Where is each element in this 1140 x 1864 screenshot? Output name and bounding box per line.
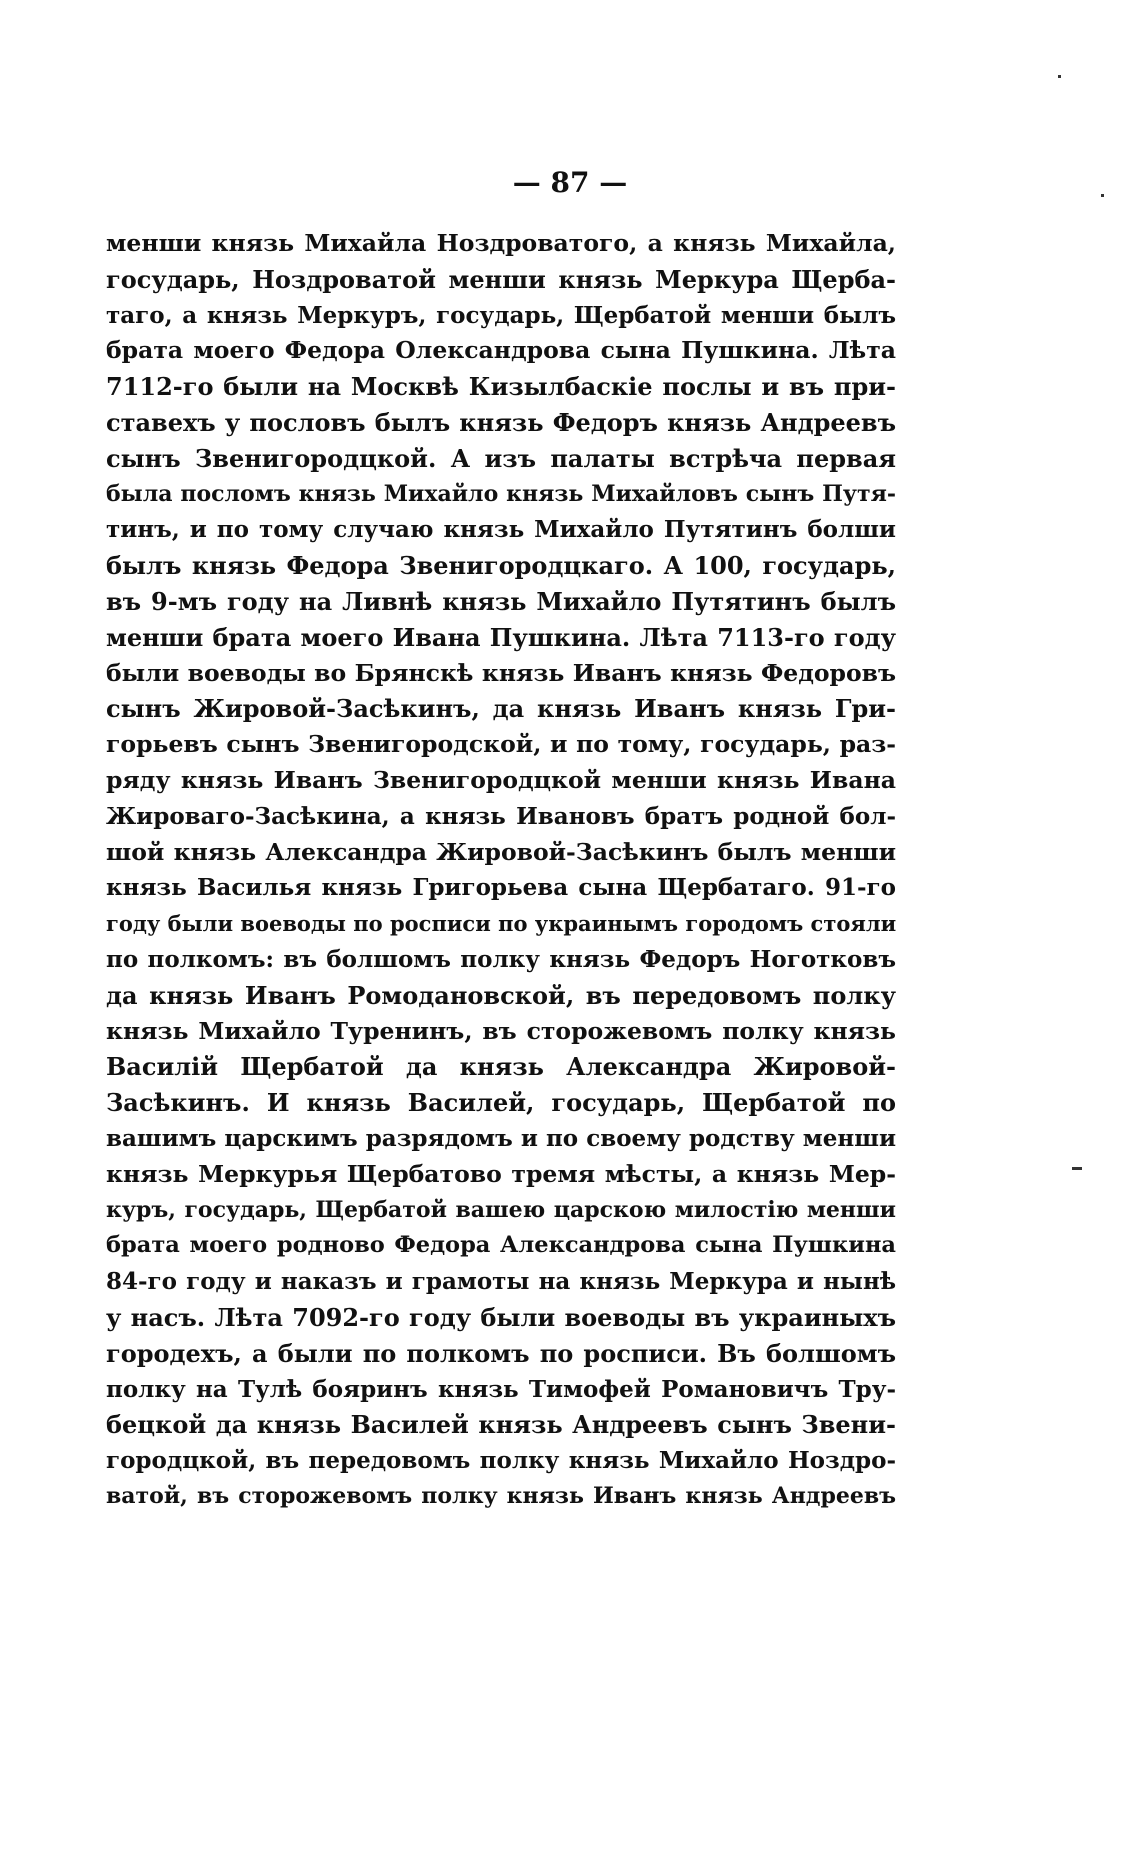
text-line: государь, Ноздроватой менши князь Меркура Щерба-: [106, 264, 896, 294]
text-line: князь Михайло Туренинъ, въ сторожевомъ полку князь: [106, 1016, 896, 1045]
text-line: году были воеводы по росписи по украинымъ городомъ стояли: [106, 911, 896, 937]
text-line: городехъ, а были по полкомъ по росписи. Въ болшомъ: [106, 1338, 896, 1368]
text-line: по полкомъ: въ болшомъ полку князь Федоръ Ноготковъ: [106, 945, 896, 973]
text-line: горьевъ сынъ Звенигородской, и по тому, государь, раз-: [106, 730, 896, 759]
text-line: ряду князь Иванъ Звенигородцкой менши князь Ивана: [106, 765, 896, 794]
text-line: менши князь Михайла Ноздроватого, а князь Михайла,: [106, 229, 896, 257]
page-number: — 87 —: [512, 166, 628, 199]
text-line: сынъ Жировой-Засѣкинъ, да князь Иванъ князь Гри-: [106, 694, 896, 724]
text-line: князь Меркурья Щербатово тремя мѣсты, а князь Мер-: [106, 1159, 896, 1188]
body-text: [106, 226, 896, 1515]
text-line: бецкой да князь Василей князь Андреевъ сынъ Звени-: [106, 1410, 896, 1440]
scan-speck: [1101, 194, 1104, 197]
text-line: Жироваго-Засѣкина, а князь Ивановъ братъ родной бол-: [106, 802, 896, 830]
text-line: брата моего Федора Олександрова сына Пушкина. Лѣта: [106, 336, 896, 365]
text-line: сынъ Звенигородцкой. А изъ палаты встрѣча первая: [106, 443, 896, 473]
text-line: 84-го году и наказъ и грамоты на князь Меркура и нынѣ: [106, 1268, 896, 1296]
text-line: у насъ. Лѣта 7092-го году были воеводы въ украиныхъ: [106, 1302, 896, 1332]
text-line: 7112-го были на Москвѣ Кизылбаскіе послы и въ при-: [106, 372, 896, 402]
text-line: была посломъ князь Михайло князь Михайловъ сынъ Путя-: [106, 480, 896, 507]
text-line: ватой, въ сторожевомъ полку князь Иванъ князь Андреевъ: [106, 1482, 896, 1509]
scan-speck: [1058, 75, 1061, 78]
text-line: тинъ, и по тому случаю князь Михайло Путятинъ болши: [106, 516, 896, 544]
text-line: менши брата моего Ивана Пушкина. Лѣта 7113-го году: [106, 622, 896, 652]
text-line: въ 9-мъ году на Ливнѣ князь Михайло Путятинъ былъ: [106, 586, 896, 616]
text-line: шой князь Александра Жировой-Засѣкинъ былъ менши: [106, 837, 896, 866]
text-line: брата моего родново Федора Александрова сына Пушкина: [106, 1232, 896, 1259]
text-line: городцкой, въ передовомъ полку князь Михайло Ноздро-: [106, 1447, 896, 1475]
text-line: Василій Щербатой да князь Александра Жировой-: [106, 1052, 896, 1082]
text-line: куръ, государь, Щербатой вашею царскою милостію менши: [106, 1196, 896, 1223]
text-line: Засѣкинъ. И князь Василей, государь, Щербатой по: [106, 1088, 896, 1118]
text-line: былъ князь Федора Звенигородцкаго. А 100, государь,: [106, 551, 896, 581]
scan-speck: [1072, 1167, 1082, 1170]
text-line: да князь Иванъ Ромодановской, въ передовомъ полку: [106, 980, 896, 1010]
text-line: были воеводы во Брянскѣ князь Иванъ князь Федоровъ: [106, 658, 896, 687]
text-line: вашимъ царскимъ разрядомъ и по своему родству менши: [106, 1124, 896, 1152]
text-line: ставехъ у пословъ былъ князь Федоръ князь Андреевъ: [106, 407, 896, 437]
text-line: князь Василья князь Григорьева сына Щербатаго. 91-го: [106, 874, 896, 902]
text-line: таго, а князь Меркуръ, государь, Щербатой менши былъ: [106, 301, 896, 329]
text-line: полку на Тулѣ бояринъ князь Тимофей Романовичъ Тру-: [106, 1375, 896, 1403]
